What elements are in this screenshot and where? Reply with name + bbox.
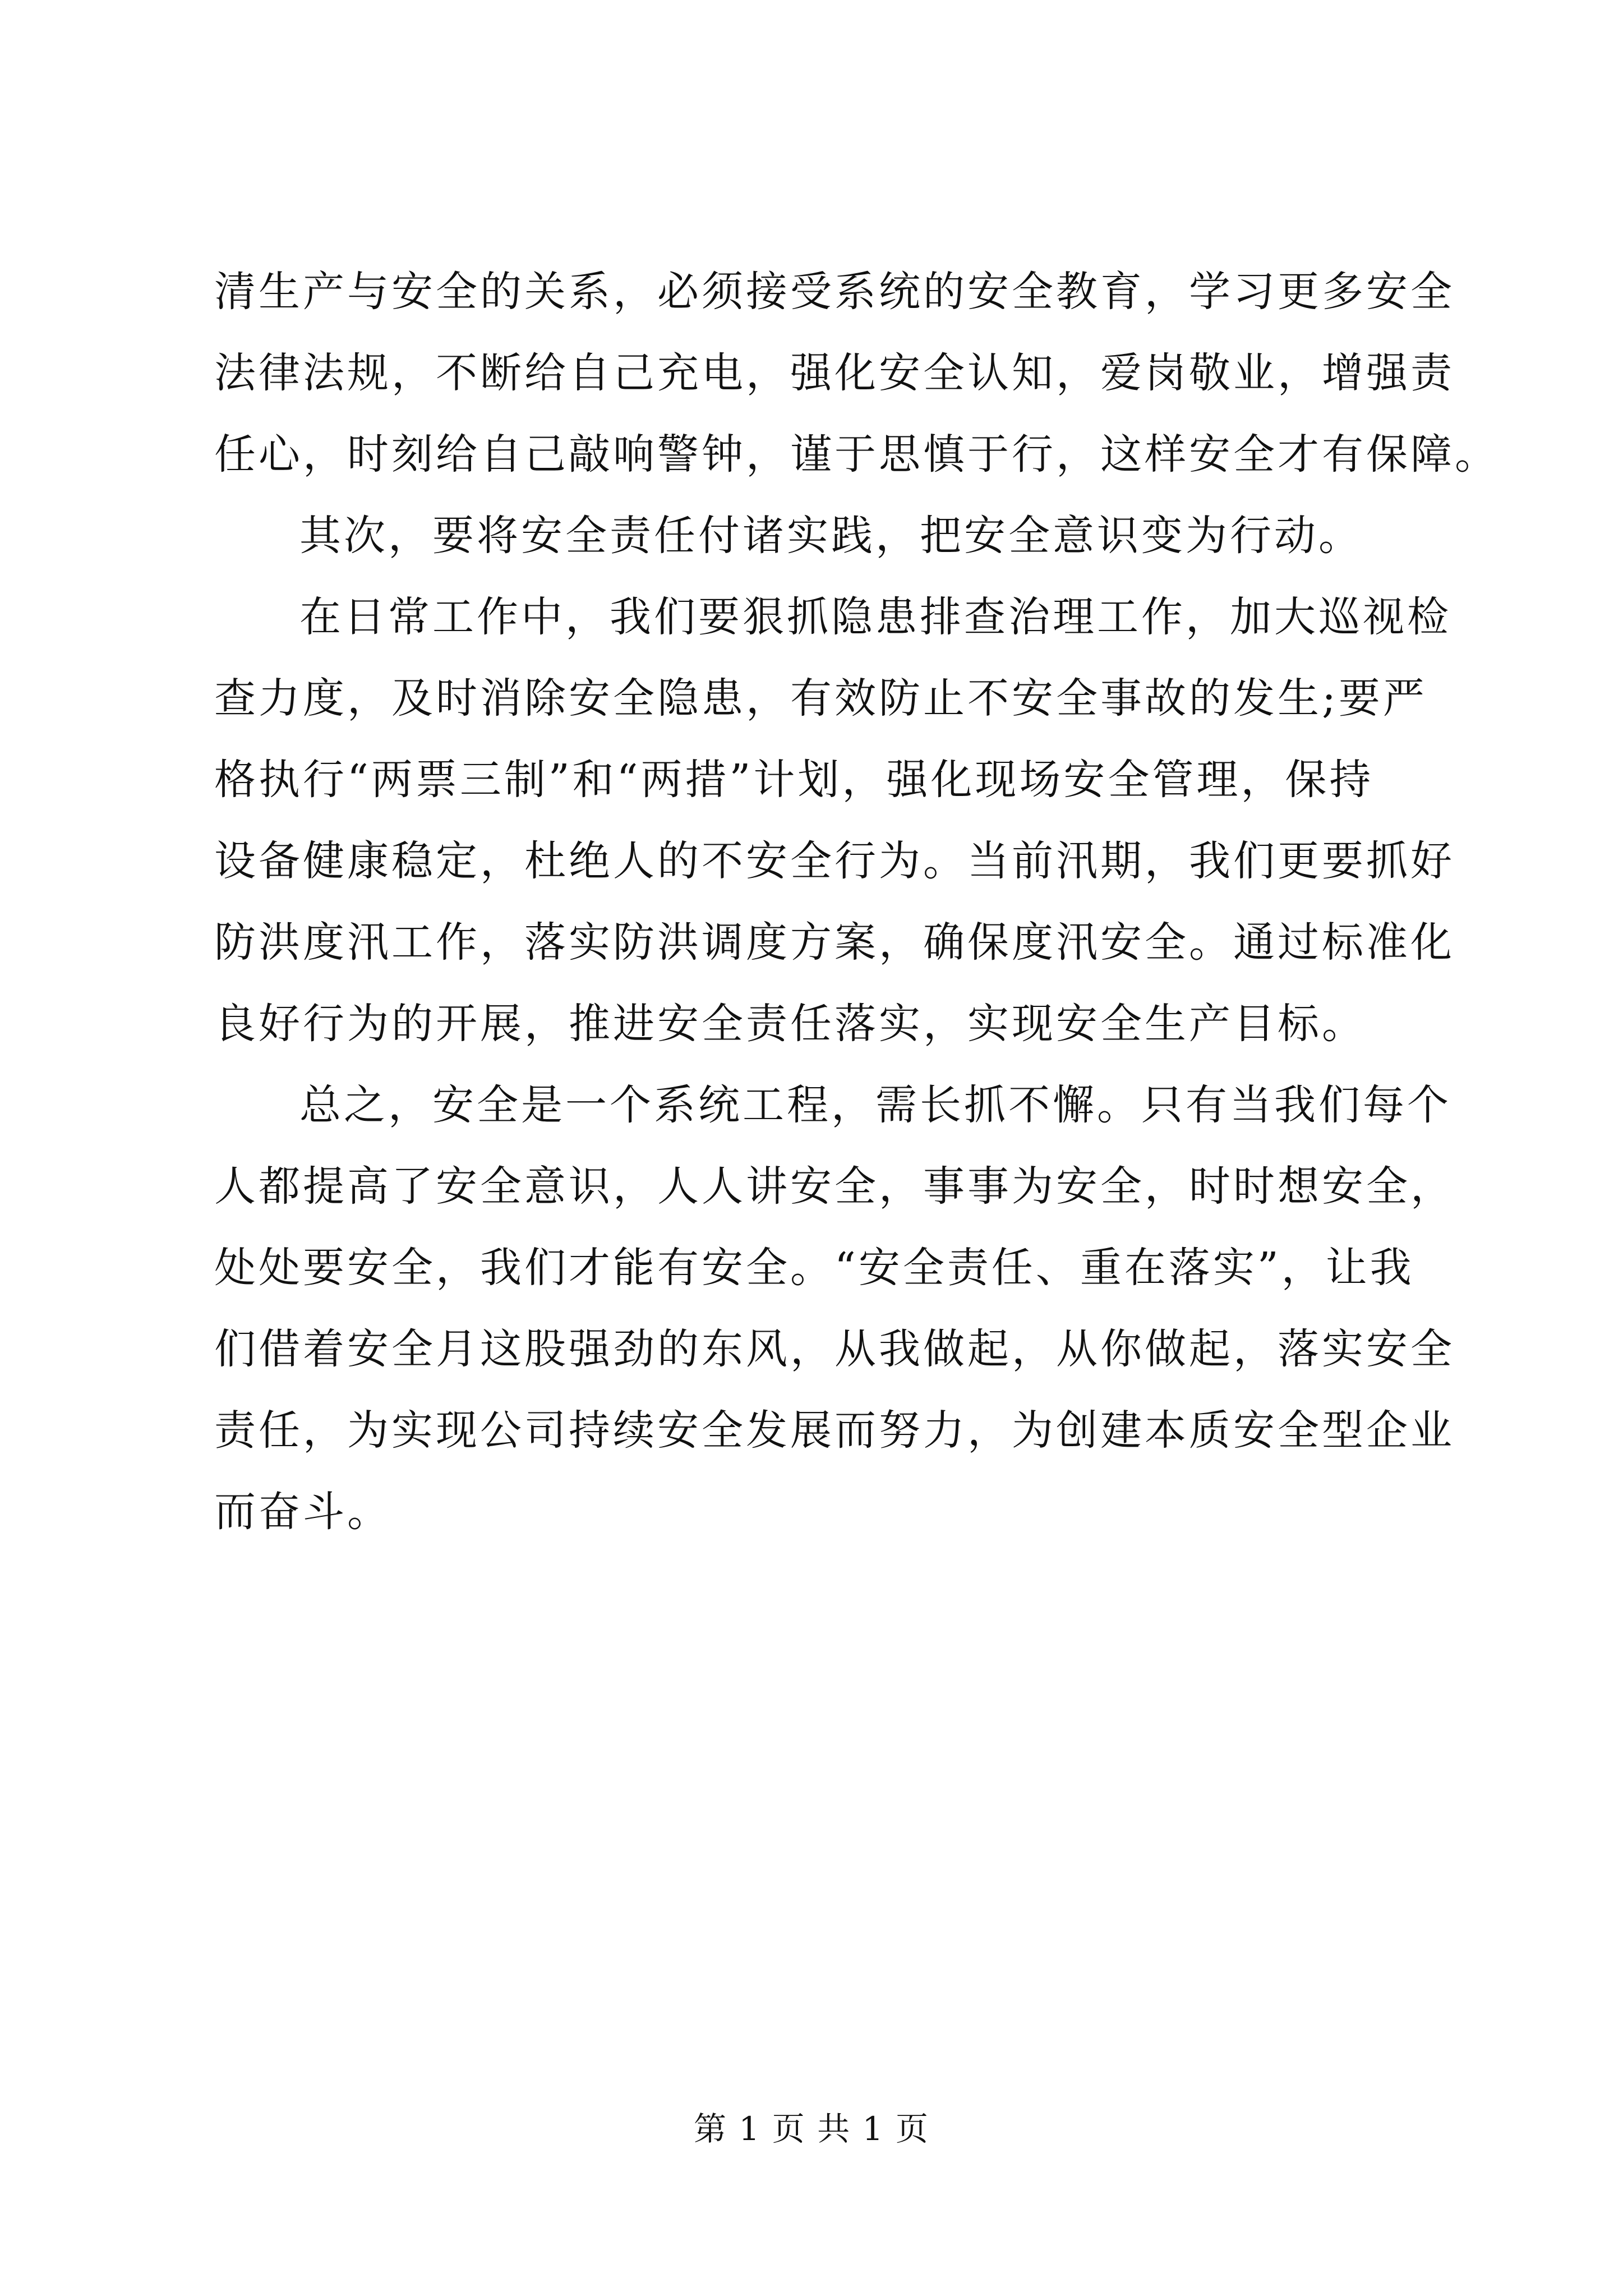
text-line-2: 法律法规，不断给自己充电，强化安全认知，爱岗敬业，增强责 (214, 349, 1455, 397)
text-line-8: 设备健康稳定，杜绝人的不安全行为。当前汛期，我们更要抓好 (214, 837, 1455, 885)
text-line-7: 格执行“两票三制”和“两措”计划，强化现场安全管理，保持 (214, 756, 1374, 804)
page-number-footer: 第 1 页 共 1 页 (694, 2110, 929, 2148)
text-line-3: 任心，时刻给自己敲响警钟，谨于思慎于行，这样安全才有保障。 (214, 430, 1499, 478)
text-line-4: 其次，要将安全责任付诸实践，把安全意识变为行动。 (299, 512, 1363, 560)
text-line-6: 查力度，及时消除安全隐患，有效防止不安全事故的发生;要严 (214, 674, 1427, 723)
text-line-10: 良好行为的开展，推进安全责任落实，实现安全生产目标。 (214, 1000, 1366, 1048)
text-line-1: 清生产与安全的关系，必须接受系统的安全教育，学习更多安全 (214, 268, 1455, 316)
text-line-12: 人都提高了安全意识，人人讲安全，事事为安全，时时想安全， (214, 1162, 1455, 1211)
text-line-13: 处处要安全，我们才能有安全。“安全责任、重在落实”，让我 (214, 1244, 1414, 1292)
text-line-16: 而奋斗。 (214, 1488, 391, 1536)
text-line-14: 们借着安全月这股强劲的东风，从我做起，从你做起，落实安全 (214, 1325, 1455, 1373)
text-line-9: 防洪度汛工作，落实防洪调度方案，确保度汛安全。通过标准化 (214, 918, 1455, 967)
text-line-5: 在日常工作中，我们要狠抓隐患排查治理工作，加大巡视检 (299, 593, 1451, 641)
text-line-11: 总之，安全是一个系统工程，需长抓不懈。只有当我们每个 (299, 1081, 1451, 1129)
text-line-15: 责任，为实现公司持续安全发展而努力，为创建本质安全型企业 (214, 1406, 1455, 1455)
